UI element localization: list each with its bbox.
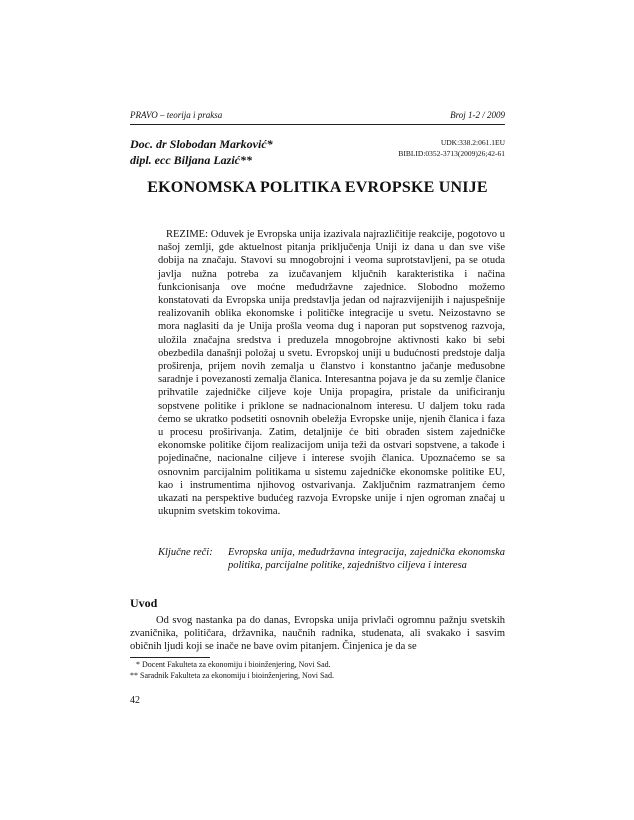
running-head	[130, 110, 505, 124]
classification-codes	[355, 137, 505, 159]
footnote: ** Saradnik Fakulteta za ekonomiju i bioinženjering, Novi Sad.	[130, 671, 334, 680]
author-name: dipl. ecc Biljana Lazić**	[130, 153, 252, 167]
section-heading: Uvod	[130, 596, 158, 610]
footnote-rule	[130, 657, 210, 658]
header-rule	[130, 124, 505, 125]
abstract: REZIME: Oduvek je Evropska unija izazivala najrazličitije reakcije, pogotovo u našoj zemlji, gde aktuelnost pitanja priključenja Uniji iz dana u dan sve više dobija na značaju. Stavovi su mnogobrojni i veoma suprotstavljeni, pa se otuda javlja nužna potreba za izučavanjem ključnih karakteristika i načina funkcionisanja ove moćne međudržavne zajednice. Slobodno možemo konstatovati da Evropska unija predstavlja jedan od najrazvijenijih i najuspešnije realizovanih oblika ekonomske i političke integracije u svetu. Neizostavno se mora naglasiti da je Unija prošla veoma dug i naporan put sopstvenog razvoja, uložila značajna sredstva i preduzela mnogobrojne aktivnosti kako bi sebi obezbedila današnji položaj u svetu. Evropskoj uniji u budućnosti predstoje dalja proširenja, prijem novih zemalja u članstvo i konstantno jačanje međusobne saradnje i povezanosti zemalja članica. Interesantna pojava je da su zemlje članice prihvatile zajedničke ciljeve koje Unija propagira, pristale da unificiranju sopstvene politike i priklone se nadnacionalnom interesu. U daljem toku rada ćemo se ukratko podsetiti osnovnih obeležja Evropske unije, njenih članica i faza u procesu proširivanja. Zatim, detaljnije će biti obrađen sistem zajedničke ekonomske politike čijom realizacijom unija teži da ostvari sopstvene, a takođe i pojedinačne, nacionalne ciljeve i interese svojih članica. Upoznaćemo se sa osnovnim parcijalnim politikama u sistemu zajedničke ekonomske politike EU, kao i instrumentima njihovog ostvarivanja. Zaključnim razmatranjem ćemo ukazati na perspektive budućeg razvoja Evropske unije i njen ogroman značaj u ukupnim svetskim tokovima.	[158, 229, 505, 518]
biblid-code: BIBLID:0352-3713(2009)26;42-61	[398, 149, 505, 158]
article-title: EKONOMSKA POLITIKA EVROPSKE UNIJE	[147, 179, 488, 196]
journal-name: PRAVO – teorija i praksa	[130, 110, 223, 120]
keywords-label: Ključne reči:	[158, 547, 213, 558]
page-number: 42	[130, 695, 140, 706]
author-block	[130, 136, 273, 168]
udk-code: UDK:338.2:061.1EU	[440, 138, 505, 147]
keywords-text: Evropska unija, međudržavna integracija, zajednička ekonomska politika, parcijalne politike, zajedništvo ciljeva i interesa	[228, 547, 505, 572]
author-name: Doc. dr Slobodan Marković*	[130, 137, 273, 151]
footnotes	[130, 659, 505, 681]
issue-number: Broj 1-2 / 2009	[450, 110, 505, 120]
footnote: * Docent Fakulteta za ekonomiju i bioinženjering, Novi Sad.	[136, 660, 331, 669]
body-paragraph: Od svog nastanka pa do danas, Evropska unija privlači ogromnu pažnju svetskih zvaničnika, političara, državnika, naučnih radnika, studenata, ali svakako i sasvim običnih ljudi koji se inače ne bave ovim pitanjem. Činjenica je da se	[130, 615, 505, 653]
keywords	[158, 546, 505, 572]
